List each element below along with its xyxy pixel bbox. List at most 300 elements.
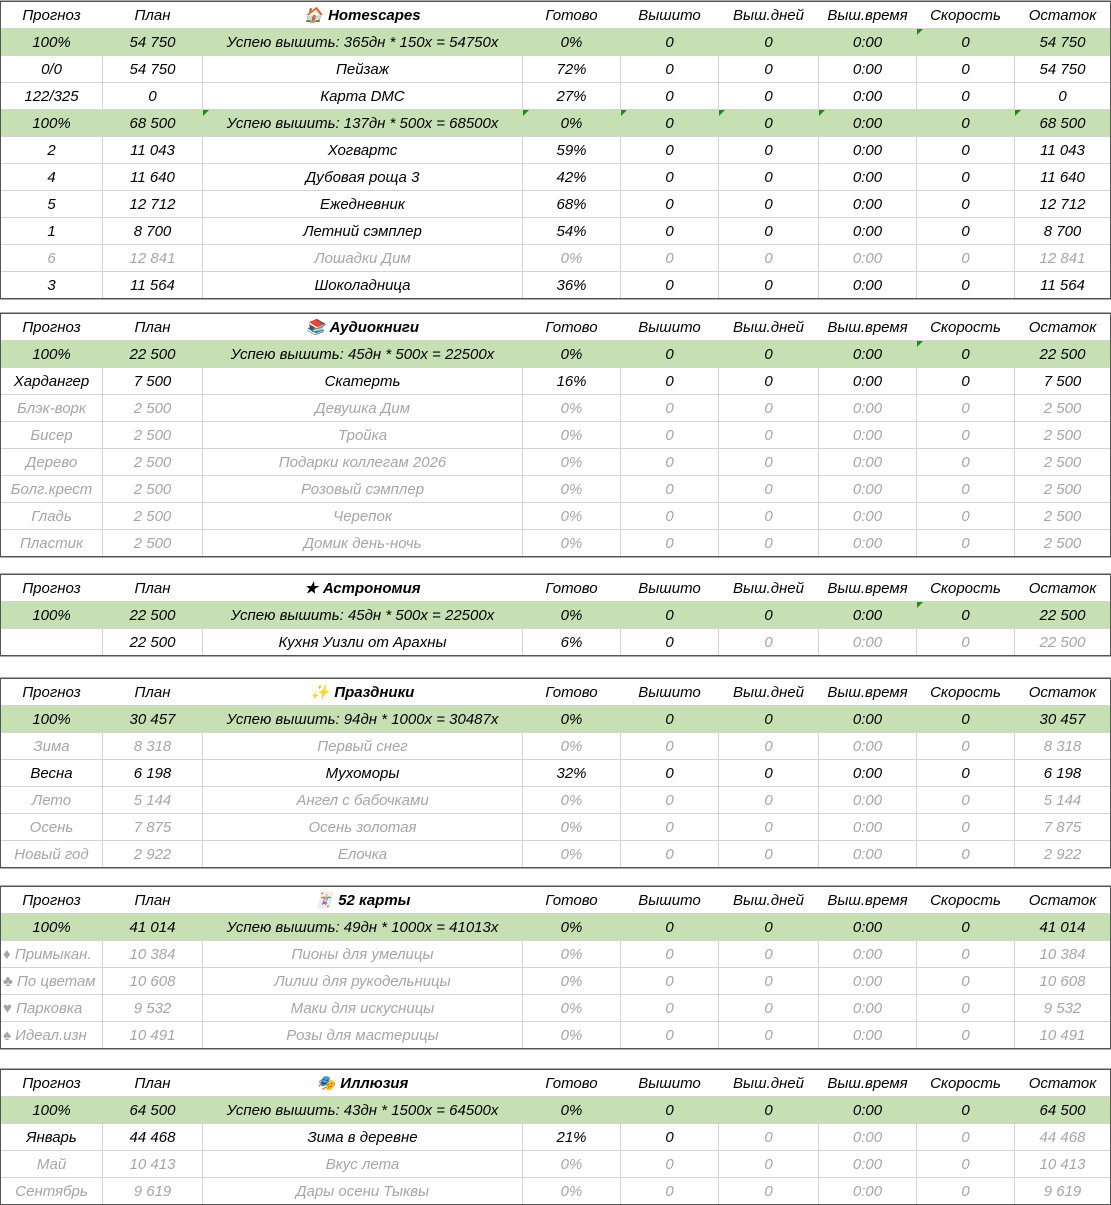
forecast-cell[interactable]: 100% — [32, 606, 71, 624]
name-cell[interactable]: Первый снег — [203, 733, 523, 759]
speed-cell[interactable]: 0 — [917, 29, 1015, 55]
forecast-cell[interactable]: 100% — [32, 114, 71, 132]
plan-cell[interactable]: 11 640 — [103, 164, 203, 190]
forecast-cell[interactable]: 6 — [1, 245, 103, 271]
done-cell[interactable]: 6% — [523, 629, 621, 655]
time-cell[interactable]: 0:00 — [819, 476, 917, 502]
done-cell[interactable]: 32% — [523, 760, 621, 786]
done-cell[interactable]: 0% — [560, 33, 583, 51]
speed-cell[interactable]: 0 — [917, 191, 1015, 217]
time-cell[interactable]: 0:00 — [819, 629, 917, 655]
section-title[interactable] — [203, 887, 523, 913]
days-cell[interactable]: 0 — [764, 1101, 773, 1119]
name-cell[interactable]: Лошадки Дим — [203, 245, 523, 271]
done-cell[interactable]: 42% — [523, 164, 621, 190]
column-header[interactable]: Вышито — [638, 318, 701, 336]
name-cell[interactable]: Домик день-ночь — [203, 530, 523, 556]
column-header[interactable]: План — [134, 891, 171, 909]
column-header[interactable]: Вышито — [638, 6, 701, 24]
days-cell[interactable]: 0 — [719, 368, 819, 394]
days-cell[interactable]: 0 — [719, 503, 819, 529]
speed-cell[interactable]: 0 — [917, 995, 1015, 1021]
done-cell[interactable]: 0% — [523, 245, 621, 271]
done-cell[interactable]: 0% — [523, 1151, 621, 1177]
speed-cell[interactable]: 0 — [961, 710, 970, 728]
days-cell[interactable]: 0 — [719, 760, 819, 786]
stitched-cell[interactable]: 0 — [665, 606, 674, 624]
plan-cell[interactable]: 8 700 — [103, 218, 203, 244]
time-cell[interactable]: 0:00 — [819, 245, 917, 271]
section-title[interactable] — [203, 679, 523, 705]
forecast-cell[interactable]: 1 — [1, 218, 103, 244]
days-cell[interactable]: 0 — [719, 110, 819, 136]
name-cell[interactable]: Успею вышить: 45дн * 500х = 22500х — [230, 606, 495, 624]
speed-cell[interactable]: 0 — [917, 841, 1015, 867]
days-cell[interactable]: 0 — [719, 787, 819, 813]
plan-cell[interactable]: 7 875 — [103, 814, 203, 840]
plan-cell[interactable]: 54 750 — [103, 56, 203, 82]
stitched-cell[interactable]: 0 — [621, 760, 719, 786]
stitched-cell[interactable]: 0 — [621, 814, 719, 840]
time-cell[interactable]: 0:00 — [852, 1101, 883, 1119]
remaining-cell[interactable]: 2 500 — [1043, 453, 1082, 471]
remaining-cell[interactable]: 10 413 — [1039, 1155, 1086, 1173]
forecast-cell[interactable]: 100% — [32, 1101, 71, 1119]
column-header[interactable]: Выш.дней — [733, 579, 804, 597]
done-cell[interactable]: 0% — [523, 503, 621, 529]
plan-cell[interactable]: 0 — [103, 83, 203, 109]
plan-cell[interactable]: 10 491 — [103, 1022, 203, 1048]
stitched-cell[interactable]: 0 — [621, 1124, 719, 1150]
stitched-cell[interactable]: 0 — [665, 1101, 674, 1119]
name-cell[interactable]: Успею вышить: 49дн * 1000х = 41013х — [226, 918, 499, 936]
forecast-cell[interactable]: ♥ Парковка — [1, 995, 103, 1021]
time-cell[interactable]: 0:00 — [819, 995, 917, 1021]
forecast-cell[interactable]: Весна — [1, 760, 103, 786]
stitched-cell[interactable]: 0 — [621, 733, 719, 759]
stitched-cell[interactable]: 0 — [621, 245, 719, 271]
done-cell[interactable]: 59% — [523, 137, 621, 163]
column-header[interactable]: Скорость — [930, 1074, 1001, 1092]
name-cell[interactable]: Подарки коллегам 2026 — [203, 449, 523, 475]
time-cell[interactable]: 0:00 — [819, 1022, 917, 1048]
column-header[interactable]: Прогноз — [22, 318, 81, 336]
stitched-cell[interactable]: 0 — [621, 787, 719, 813]
stitched-cell[interactable]: 0 — [621, 476, 719, 502]
days-cell[interactable]: 0 — [719, 814, 819, 840]
days-cell[interactable]: 0 — [764, 33, 773, 51]
stitched-cell[interactable]: 0 — [665, 33, 674, 51]
days-cell[interactable]: 0 — [719, 1178, 819, 1204]
forecast-cell[interactable]: 3 — [1, 272, 103, 298]
remaining-cell[interactable]: 7 500 — [1043, 372, 1082, 390]
column-header[interactable]: Остаток — [1028, 683, 1097, 701]
stitched-cell[interactable]: 0 — [621, 629, 719, 655]
time-cell[interactable]: 0:00 — [819, 56, 917, 82]
forecast-cell[interactable]: Хардангер — [1, 368, 103, 394]
days-cell[interactable]: 0 — [719, 449, 819, 475]
column-header[interactable]: Вышито — [638, 683, 701, 701]
plan-cell[interactable]: 2 500 — [103, 530, 203, 556]
remaining-cell[interactable]: 41 014 — [1039, 918, 1086, 936]
stitched-cell[interactable]: 0 — [621, 941, 719, 967]
done-cell[interactable]: 16% — [523, 368, 621, 394]
column-header[interactable]: Выш.время — [827, 891, 908, 909]
forecast-cell[interactable] — [1, 629, 103, 655]
name-cell[interactable]: Тройка — [203, 422, 523, 448]
time-cell[interactable]: 0:00 — [852, 710, 883, 728]
column-header[interactable]: Выш.дней — [733, 1074, 804, 1092]
done-cell[interactable]: 0% — [523, 941, 621, 967]
done-cell[interactable]: 36% — [523, 272, 621, 298]
stitched-cell[interactable]: 0 — [621, 1022, 719, 1048]
done-cell[interactable]: 0% — [523, 449, 621, 475]
remaining-cell[interactable]: 2 500 — [1043, 534, 1082, 552]
speed-cell[interactable]: 0 — [917, 1151, 1015, 1177]
speed-cell[interactable]: 0 — [917, 814, 1015, 840]
done-cell[interactable]: 0% — [560, 345, 583, 363]
remaining-cell[interactable]: 2 500 — [1043, 399, 1082, 417]
speed-cell[interactable]: 0 — [917, 1178, 1015, 1204]
done-cell[interactable]: 0% — [523, 1178, 621, 1204]
time-cell[interactable]: 0:00 — [852, 918, 883, 936]
forecast-cell[interactable]: 5 — [1, 191, 103, 217]
days-cell[interactable]: 0 — [719, 1124, 819, 1150]
column-header[interactable]: Прогноз — [22, 579, 81, 597]
done-cell[interactable]: 0% — [560, 710, 583, 728]
stitched-cell[interactable]: 0 — [621, 530, 719, 556]
stitched-cell[interactable]: 0 — [621, 56, 719, 82]
remaining-cell[interactable]: 44 468 — [1039, 1128, 1086, 1146]
forecast-cell[interactable]: 100% — [32, 918, 71, 936]
time-cell[interactable]: 0:00 — [852, 345, 883, 363]
done-cell[interactable]: 0% — [523, 733, 621, 759]
time-cell[interactable]: 0:00 — [819, 530, 917, 556]
done-cell[interactable]: 0% — [523, 395, 621, 421]
column-header[interactable]: Скорость — [930, 6, 1001, 24]
stitched-cell[interactable]: 0 — [621, 1151, 719, 1177]
forecast-cell[interactable]: 100% — [32, 710, 71, 728]
column-header[interactable]: Прогноз — [22, 683, 81, 701]
time-cell[interactable]: 0:00 — [819, 191, 917, 217]
speed-cell[interactable]: 0 — [917, 83, 1015, 109]
plan-cell[interactable]: 64 500 — [129, 1101, 176, 1119]
time-cell[interactable]: 0:00 — [819, 137, 917, 163]
column-header[interactable]: Остаток — [1028, 891, 1097, 909]
column-header[interactable]: Остаток — [1028, 318, 1097, 336]
section-title[interactable] — [203, 2, 523, 28]
plan-cell[interactable]: 30 457 — [129, 710, 176, 728]
remaining-cell[interactable]: 2 500 — [1043, 480, 1082, 498]
speed-cell[interactable]: 0 — [917, 218, 1015, 244]
done-cell[interactable]: 0% — [523, 110, 621, 136]
stitched-cell[interactable]: 0 — [621, 164, 719, 190]
name-cell[interactable]: Мухоморы — [203, 760, 523, 786]
column-header[interactable]: План — [134, 6, 171, 24]
days-cell[interactable]: 0 — [719, 56, 819, 82]
name-cell[interactable]: Дары осени Тыквы — [203, 1178, 523, 1204]
name-cell[interactable]: Черепок — [203, 503, 523, 529]
name-cell[interactable]: Кухня Уизли от Арахны — [203, 629, 523, 655]
column-header[interactable]: Выш.дней — [733, 318, 804, 336]
stitched-cell[interactable]: 0 — [621, 137, 719, 163]
speed-cell[interactable]: 0 — [917, 1022, 1015, 1048]
column-header[interactable]: Выш.дней — [733, 6, 804, 24]
days-cell[interactable]: 0 — [719, 941, 819, 967]
forecast-cell[interactable]: Зима — [1, 733, 103, 759]
remaining-cell[interactable]: 12 841 — [1039, 249, 1086, 267]
name-cell[interactable]: Зима в деревне — [203, 1124, 523, 1150]
column-header[interactable]: План — [134, 1074, 171, 1092]
done-cell[interactable]: 72% — [523, 56, 621, 82]
column-header[interactable]: Выш.дней — [733, 683, 804, 701]
column-header[interactable]: Готово — [545, 6, 598, 24]
speed-cell[interactable]: 0 — [917, 530, 1015, 556]
plan-cell[interactable]: 22 500 — [129, 345, 176, 363]
days-cell[interactable]: 0 — [719, 164, 819, 190]
column-header[interactable]: Готово — [545, 891, 598, 909]
remaining-cell[interactable]: 10 384 — [1039, 945, 1086, 963]
remaining-cell[interactable]: 30 457 — [1039, 710, 1086, 728]
stitched-cell[interactable]: 0 — [621, 503, 719, 529]
days-cell[interactable]: 0 — [764, 345, 773, 363]
remaining-cell[interactable]: 10 608 — [1039, 972, 1086, 990]
column-header[interactable]: Готово — [545, 318, 598, 336]
days-cell[interactable]: 0 — [719, 995, 819, 1021]
time-cell[interactable]: 0:00 — [819, 968, 917, 994]
days-cell[interactable]: 0 — [719, 83, 819, 109]
forecast-cell[interactable]: Пластик — [1, 530, 103, 556]
done-cell[interactable]: 54% — [523, 218, 621, 244]
time-cell[interactable]: 0:00 — [819, 941, 917, 967]
remaining-cell[interactable]: 11 043 — [1040, 141, 1085, 159]
name-cell[interactable]: Хогвартс — [203, 137, 523, 163]
speed-cell[interactable]: 0 — [917, 733, 1015, 759]
name-cell[interactable]: Розовый сэмплер — [203, 476, 523, 502]
plan-cell[interactable]: 2 500 — [103, 449, 203, 475]
done-cell[interactable]: 0% — [560, 1101, 583, 1119]
speed-cell[interactable]: 0 — [917, 395, 1015, 421]
plan-cell[interactable]: 12 841 — [103, 245, 203, 271]
plan-cell[interactable]: 9 619 — [103, 1178, 203, 1204]
stitched-cell[interactable]: 0 — [621, 83, 719, 109]
forecast-cell[interactable]: 100% — [32, 33, 71, 51]
forecast-cell[interactable]: 0/0 — [1, 56, 103, 82]
time-cell[interactable]: 0:00 — [819, 218, 917, 244]
time-cell[interactable]: 0:00 — [819, 422, 917, 448]
column-header[interactable]: План — [134, 683, 171, 701]
plan-cell[interactable]: 6 198 — [103, 760, 203, 786]
name-cell[interactable]: Пейзаж — [203, 56, 523, 82]
plan-cell[interactable]: 2 922 — [103, 841, 203, 867]
column-header[interactable]: Готово — [545, 1074, 598, 1092]
column-header[interactable]: Остаток — [1028, 6, 1097, 24]
remaining-cell[interactable]: 22 500 — [1039, 633, 1086, 651]
done-cell[interactable]: 0% — [523, 530, 621, 556]
column-header[interactable]: Скорость — [930, 579, 1001, 597]
name-cell[interactable]: Карта DMC — [203, 83, 523, 109]
days-cell[interactable]: 0 — [764, 606, 773, 624]
stitched-cell[interactable]: 0 — [621, 841, 719, 867]
speed-cell[interactable]: 0 — [917, 503, 1015, 529]
remaining-cell[interactable]: 22 500 — [1039, 606, 1086, 624]
done-cell[interactable]: 0% — [523, 1022, 621, 1048]
done-cell[interactable]: 0% — [523, 814, 621, 840]
column-header[interactable]: Скорость — [930, 318, 1001, 336]
remaining-cell[interactable]: 68 500 — [1015, 110, 1110, 136]
speed-cell[interactable]: 0 — [917, 787, 1015, 813]
column-header[interactable]: Готово — [545, 579, 598, 597]
remaining-cell[interactable]: 54 750 — [1039, 33, 1086, 51]
forecast-cell[interactable]: Лето — [1, 787, 103, 813]
days-cell[interactable]: 0 — [719, 245, 819, 271]
done-cell[interactable]: 0% — [560, 918, 583, 936]
plan-cell[interactable]: 7 500 — [103, 368, 203, 394]
stitched-cell[interactable]: 0 — [621, 272, 719, 298]
column-header[interactable]: Выш.дней — [733, 891, 804, 909]
stitched-cell[interactable]: 0 — [621, 110, 719, 136]
column-header[interactable]: План — [134, 579, 171, 597]
plan-cell[interactable]: 10 608 — [103, 968, 203, 994]
column-header[interactable]: Вышито — [638, 891, 701, 909]
forecast-cell[interactable]: Новый год — [1, 841, 103, 867]
remaining-cell[interactable]: 2 500 — [1043, 507, 1082, 525]
plan-cell[interactable]: 12 712 — [103, 191, 203, 217]
done-cell[interactable]: 0% — [523, 476, 621, 502]
column-header[interactable]: План — [134, 318, 171, 336]
plan-cell[interactable]: 10 384 — [103, 941, 203, 967]
name-cell[interactable]: Успею вышить: 43дн * 1500х = 64500х — [226, 1101, 499, 1119]
days-cell[interactable]: 0 — [719, 841, 819, 867]
name-cell[interactable]: Осень золотая — [203, 814, 523, 840]
name-cell[interactable]: Ежедневник — [203, 191, 523, 217]
days-cell[interactable]: 0 — [719, 395, 819, 421]
forecast-cell[interactable]: 2 — [1, 137, 103, 163]
column-header[interactable]: Остаток — [1028, 1074, 1097, 1092]
plan-cell[interactable]: 41 014 — [129, 918, 176, 936]
forecast-cell[interactable]: Сентябрь — [1, 1178, 103, 1204]
stitched-cell[interactable]: 0 — [621, 1178, 719, 1204]
plan-cell[interactable]: 11 564 — [103, 272, 203, 298]
days-cell[interactable]: 0 — [764, 918, 773, 936]
done-cell[interactable]: 27% — [523, 83, 621, 109]
stitched-cell[interactable]: 0 — [665, 345, 674, 363]
speed-cell[interactable]: 0 — [917, 602, 1015, 628]
time-cell[interactable]: 0:00 — [819, 1124, 917, 1150]
days-cell[interactable]: 0 — [719, 530, 819, 556]
forecast-cell[interactable]: ♣ По цветам — [1, 968, 103, 994]
speed-cell[interactable]: 0 — [917, 629, 1015, 655]
remaining-cell[interactable]: 54 750 — [1039, 60, 1086, 78]
speed-cell[interactable]: 0 — [917, 422, 1015, 448]
time-cell[interactable]: 0:00 — [819, 1178, 917, 1204]
stitched-cell[interactable]: 0 — [621, 191, 719, 217]
column-header[interactable]: Выш.время — [827, 6, 908, 24]
section-title[interactable] — [203, 314, 523, 340]
plan-cell[interactable]: 22 500 — [103, 629, 203, 655]
plan-cell[interactable]: 68 500 — [129, 114, 176, 132]
done-cell[interactable]: 68% — [523, 191, 621, 217]
remaining-cell[interactable]: 2 922 — [1043, 845, 1082, 863]
name-cell[interactable]: Ангел с бабочками — [203, 787, 523, 813]
forecast-cell[interactable]: 122/325 — [1, 83, 103, 109]
days-cell[interactable]: 0 — [719, 137, 819, 163]
forecast-cell[interactable]: ♦ Примыкан. — [1, 941, 103, 967]
column-header[interactable]: Скорость — [930, 683, 1001, 701]
name-cell[interactable]: Скатерть — [203, 368, 523, 394]
speed-cell[interactable]: 0 — [917, 56, 1015, 82]
time-cell[interactable]: 0:00 — [819, 814, 917, 840]
days-cell[interactable]: 0 — [719, 629, 819, 655]
forecast-cell[interactable]: Бисер — [1, 422, 103, 448]
time-cell[interactable]: 0:00 — [819, 272, 917, 298]
remaining-cell[interactable]: 64 500 — [1039, 1101, 1086, 1119]
name-cell[interactable]: Девушка Дим — [203, 395, 523, 421]
remaining-cell[interactable]: 8 318 — [1043, 737, 1082, 755]
time-cell[interactable]: 0:00 — [819, 841, 917, 867]
plan-cell[interactable]: 11 043 — [103, 137, 203, 163]
time-cell[interactable]: 0:00 — [819, 164, 917, 190]
column-header[interactable]: Вышито — [638, 579, 701, 597]
time-cell[interactable]: 0:00 — [819, 733, 917, 759]
days-cell[interactable]: 0 — [764, 710, 773, 728]
time-cell[interactable]: 0:00 — [852, 606, 883, 624]
days-cell[interactable]: 0 — [719, 968, 819, 994]
forecast-cell[interactable]: Январь — [1, 1124, 103, 1150]
remaining-cell[interactable]: 2 500 — [1043, 426, 1082, 444]
done-cell[interactable]: 0% — [523, 787, 621, 813]
plan-cell[interactable]: 8 318 — [103, 733, 203, 759]
time-cell[interactable]: 0:00 — [819, 449, 917, 475]
days-cell[interactable]: 0 — [719, 272, 819, 298]
speed-cell[interactable]: 0 — [961, 114, 970, 132]
speed-cell[interactable]: 0 — [917, 245, 1015, 271]
time-cell[interactable]: 0:00 — [819, 760, 917, 786]
plan-cell[interactable]: 2 500 — [103, 395, 203, 421]
speed-cell[interactable]: 0 — [917, 476, 1015, 502]
name-cell[interactable]: Дубовая роща 3 — [203, 164, 523, 190]
days-cell[interactable]: 0 — [719, 1151, 819, 1177]
speed-cell[interactable]: 0 — [917, 137, 1015, 163]
remaining-cell[interactable]: 6 198 — [1043, 764, 1082, 782]
speed-cell[interactable]: 0 — [917, 164, 1015, 190]
name-cell[interactable]: Розы для мастерицы — [203, 1022, 523, 1048]
plan-cell[interactable]: 22 500 — [129, 606, 176, 624]
forecast-cell[interactable]: Гладь — [1, 503, 103, 529]
column-header[interactable]: Прогноз — [22, 891, 81, 909]
remaining-cell[interactable]: 22 500 — [1039, 345, 1086, 363]
forecast-cell[interactable]: 100% — [32, 345, 71, 363]
plan-cell[interactable]: 2 500 — [103, 503, 203, 529]
column-header[interactable]: Остаток — [1028, 579, 1097, 597]
stitched-cell[interactable]: 0 — [621, 395, 719, 421]
forecast-cell[interactable]: Блэк-ворк — [1, 395, 103, 421]
name-cell[interactable]: Вкус лета — [203, 1151, 523, 1177]
time-cell[interactable]: 0:00 — [852, 33, 883, 51]
name-cell[interactable]: Шоколадница — [203, 272, 523, 298]
time-cell[interactable]: 0:00 — [819, 110, 917, 136]
time-cell[interactable]: 0:00 — [819, 395, 917, 421]
remaining-cell[interactable]: 0 — [1058, 87, 1067, 105]
time-cell[interactable]: 0:00 — [819, 368, 917, 394]
done-cell[interactable]: 21% — [523, 1124, 621, 1150]
remaining-cell[interactable]: 9 619 — [1043, 1182, 1082, 1200]
remaining-cell[interactable]: 10 491 — [1039, 1026, 1086, 1044]
days-cell[interactable]: 0 — [719, 422, 819, 448]
remaining-cell[interactable]: 5 144 — [1043, 791, 1082, 809]
speed-cell[interactable]: 0 — [917, 449, 1015, 475]
column-header[interactable]: Готово — [545, 683, 598, 701]
